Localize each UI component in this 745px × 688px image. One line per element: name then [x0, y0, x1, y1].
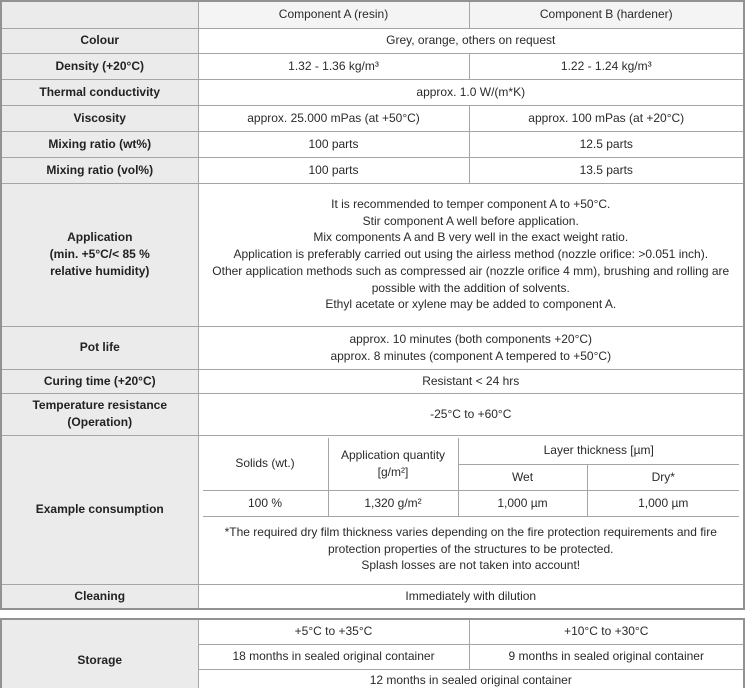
cleaning-label: Cleaning: [1, 584, 198, 609]
application-label-line2: (min. +5°C/< 85 %: [49, 247, 150, 262]
density-value-b: 1.22 - 1.24 kg/m³: [469, 53, 744, 79]
pot-life-value: [198, 326, 744, 369]
application-instruction-line: Other application methods such as compressed air (nozzle orifice 4 mm), brushing and rolling are possible with the addition of solvents.: [212, 263, 730, 295]
temperature-resistance-label-line1: Temperature resistance: [32, 398, 167, 413]
application-label: [1, 183, 198, 326]
temperature-resistance-label-line2: (Operation): [67, 415, 133, 429]
storage-shelf-a: 18 months in sealed original container: [198, 644, 469, 669]
storage-table: [0, 618, 745, 688]
storage-label: Storage: [1, 619, 198, 688]
mixing-ratio-wt-label: Mixing ratio (wt%): [1, 131, 198, 157]
consumption-value-quantity: 1,320 g/m²: [329, 491, 459, 517]
application-instruction-line: It is recommended to temper component A to +50°C.: [331, 196, 611, 211]
application-instruction-line: Application is preferably carried out using the airless method (nozzle orifice: >0.051 inch).: [233, 247, 709, 262]
storage-temp-a: +5°C to +35°C: [198, 619, 469, 644]
consumption-footnote-line2: Splash losses are not taken into account!: [361, 558, 581, 573]
row-cleaning: [1, 584, 744, 609]
row-colour: [1, 28, 744, 53]
header-row: [1, 1, 744, 28]
row-thermal-conductivity: [1, 79, 744, 105]
table-section-gap: [0, 610, 745, 618]
storage-shelf-b: 9 months in sealed original container: [469, 644, 744, 669]
curing-time-label: Curing time (+20°C): [1, 369, 198, 393]
subcol-header-quantity: [329, 438, 459, 491]
consumption-value-solids: 100 %: [203, 491, 329, 517]
mixing-ratio-wt-value-b: 12.5 parts: [469, 131, 744, 157]
storage-shelf-combined: 12 months in sealed original container: [198, 669, 744, 688]
subcol-header-quantity-line1: Application quantity: [340, 447, 446, 462]
viscosity-value-a: approx. 25.000 mPas (at +50°C): [198, 105, 469, 131]
pot-life-label: Pot life: [1, 326, 198, 369]
application-label-line3: relative humidity): [50, 263, 150, 278]
consumption-value-wet: 1,000 µm: [459, 491, 588, 517]
row-storage-temperatures: [1, 619, 744, 644]
row-viscosity: [1, 105, 744, 131]
row-pot-life: [1, 326, 744, 369]
application-instruction-line: Ethyl acetate or xylene may be added to component A.: [325, 297, 617, 312]
mixing-ratio-vol-value-a: 100 parts: [198, 157, 469, 183]
corner-cell: [1, 1, 198, 28]
subcol-header-wet: Wet: [459, 465, 588, 491]
storage-temp-b: +10°C to +30°C: [469, 619, 744, 644]
row-mixing-ratio-vol: [1, 157, 744, 183]
viscosity-value-b: approx. 100 mPas (at +20°C): [469, 105, 744, 131]
mixing-ratio-vol-value-b: 13.5 parts: [469, 157, 744, 183]
cleaning-value: Immediately with dilution: [198, 584, 744, 609]
application-instruction-line: Stir component A well before application.: [362, 213, 579, 228]
application-label-line1: Application: [67, 230, 133, 245]
density-label: Density (+20°C): [1, 53, 198, 79]
mixing-ratio-wt-value-a: 100 parts: [198, 131, 469, 157]
viscosity-label: Viscosity: [1, 105, 198, 131]
subcol-header-layer-thickness: Layer thickness [µm]: [459, 438, 740, 465]
pot-life-line2: approx. 8 minutes (component A tempered to +50°C): [330, 348, 612, 363]
colour-value: Grey, orange, others on request: [198, 28, 744, 53]
thermal-conductivity-value: approx. 1.0 W/(m*K): [198, 79, 744, 105]
subcol-header-quantity-line2: [g/m²]: [377, 464, 409, 479]
row-density: [1, 53, 744, 79]
row-mixing-ratio-wt: [1, 131, 744, 157]
row-application: [1, 183, 744, 326]
application-instruction-line: Mix components A and B very well in the exact weight ratio.: [313, 230, 629, 245]
row-curing-time: [1, 369, 744, 393]
column-header-component-b: Component B (hardener): [469, 1, 744, 28]
column-header-component-a: Component A (resin): [198, 1, 469, 28]
row-example-consumption: [1, 435, 744, 584]
consumption-footnote-line1: *The required dry film thickness varies depending on the fire protection requirements and fire protection properties of the structures to be protected.: [224, 524, 717, 556]
pot-life-line1: approx. 10 minutes (both components +20°C): [349, 331, 593, 346]
density-value-a: 1.32 - 1.36 kg/m³: [198, 53, 469, 79]
temperature-resistance-value: -25°C to +60°C: [198, 393, 744, 435]
application-instructions: [198, 183, 744, 326]
temperature-resistance-label: [1, 393, 198, 435]
example-consumption-label: Example consumption: [1, 435, 198, 584]
row-temperature-resistance: [1, 393, 744, 435]
subcol-header-solids: Solids (wt.): [203, 438, 329, 491]
mixing-ratio-vol-label: Mixing ratio (vol%): [1, 157, 198, 183]
consumption-value-dry: 1,000 µm: [588, 491, 740, 517]
consumption-subtable: [203, 438, 740, 582]
consumption-footnote: [203, 517, 740, 582]
subcol-header-dry: Dry*: [588, 465, 740, 491]
colour-label: Colour: [1, 28, 198, 53]
thermal-conductivity-label: Thermal conductivity: [1, 79, 198, 105]
example-consumption-content: [198, 435, 744, 584]
curing-time-value: Resistant < 24 hrs: [198, 369, 744, 393]
